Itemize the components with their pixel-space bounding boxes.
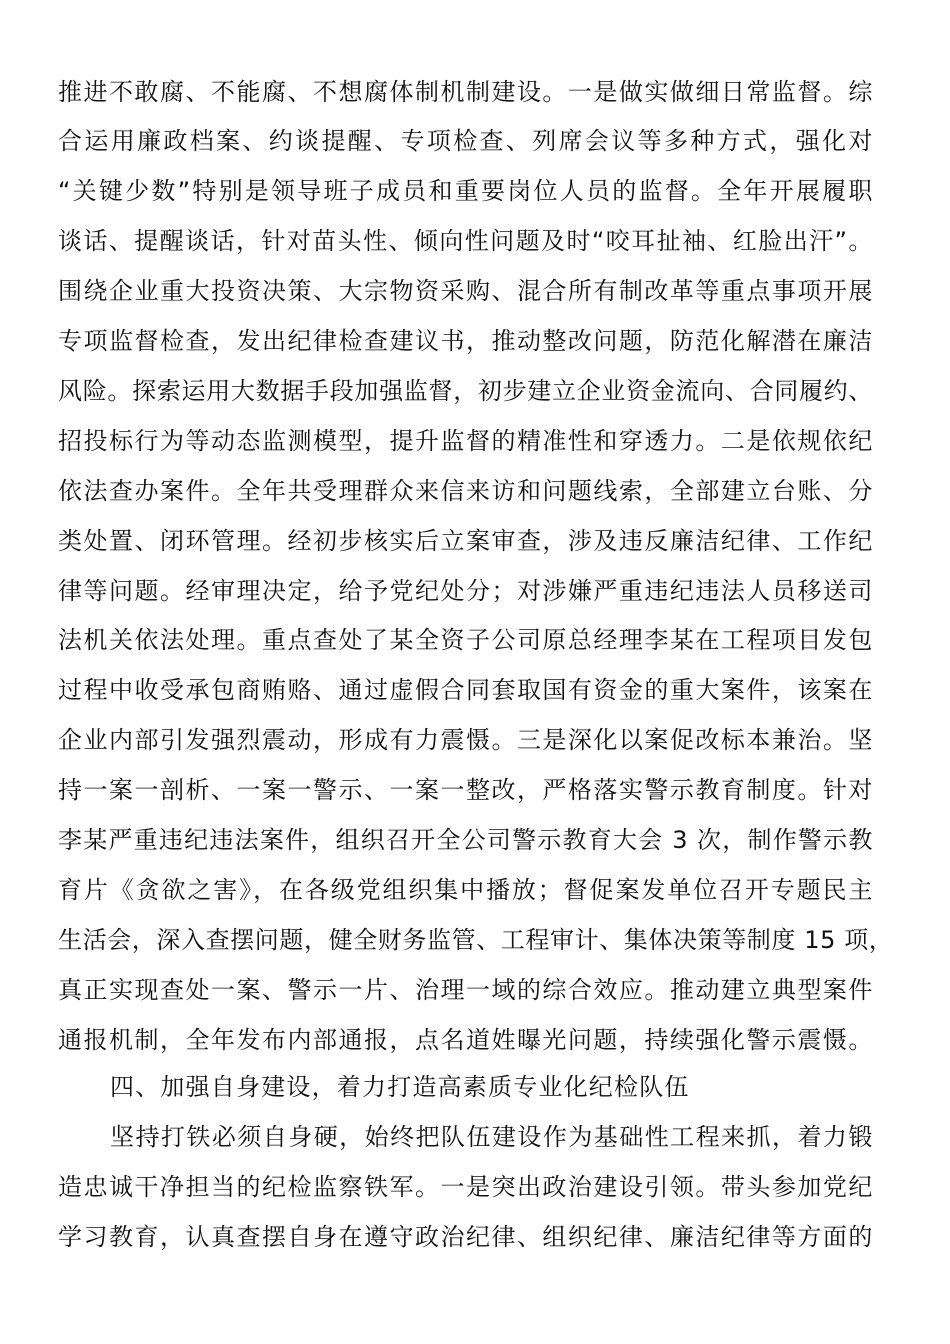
section-heading: 四、加强自身建设，着力打造高素质专业化纪检队伍 [110,1073,690,1101]
paragraph-line: 合运用廉政档案、约谈提醒、专项检查、列席会议等多种方式，强化对 [58,127,873,155]
paragraph-line: 过程中收受承包商贿赂、通过虚假合同套取国有资金的重大案件，该案在 [58,676,873,704]
paragraph-line: 律等问题。经审理决定，给予党纪处分；对涉嫌严重违纪违法人员移送司 [58,577,873,605]
paragraph-line: “关键少数”特别是领导班子成员和重要岗位人员的监督。全年开展履职 [58,177,873,205]
paragraph-line: 谈话、提醒谈话，针对苗头性、倾向性问题及时“咬耳扯袖、红脸出汗”。 [58,227,873,255]
paragraph-line: 企业内部引发强烈震动，形成有力震慑。三是深化以案促改标本兼治。坚 [58,726,873,754]
paragraph-line: 李某严重违纪违法案件，组织召开全公司警示教育大会 3 次，制作警示教 [58,826,873,854]
paragraph-line: 招投标行为等动态监测模型，提升监督的精准性和穿透力。二是依规依纪 [58,427,873,455]
paragraph-line: 学习教育，认真查摆自身在遵守政治纪律、组织纪律、廉洁纪律等方面的 [58,1223,873,1251]
paragraph-line: 法机关依法处理。重点查处了某全资子公司原总经理李某在工程项目发包 [58,626,873,654]
paragraph-line: 围绕企业重大投资决策、大宗物资采购、混合所有制改革等重点事项开展 [58,277,873,305]
paragraph-line: 风险。探索运用大数据手段加强监督，初步建立企业资金流向、合同履约、 [58,377,873,405]
paragraph-line: 推进不敢腐、不能腐、不想腐体制机制建设。一是做实做细日常监督。综 [58,78,873,106]
paragraph-line: 育片《贪欲之害》，在各级党组织集中播放；督促案发单位召开专题民主 [58,876,873,904]
paragraph-line: 类处置、闭环管理。经初步核实后立案审查，涉及违反廉洁纪律、工作纪 [58,527,873,555]
paragraph-line: 专项监督检查，发出纪律检查建议书，推动整改问题，防范化解潜在廉洁 [58,327,873,355]
paragraph-line: 通报机制，全年发布内部通报，点名道姓曝光问题，持续强化警示震慑。 [58,1026,873,1054]
paragraph-line: 持一案一剖析、一案一警示、一案一整改，严格落实警示教育制度。针对 [58,776,873,804]
paragraph-line: 真正实现查处一案、警示一片、治理一域的综合效应。推动建立典型案件 [58,976,873,1004]
paragraph-line: 依法查办案件。全年共受理群众来信来访和问题线索，全部建立台账、分 [58,477,873,505]
paragraph-line: 坚持打铁必须自身硬，始终把队伍建设作为基础性工程来抓，着力锻 [110,1123,873,1151]
paragraph-line: 生活会，深入查摆问题，健全财务监管、工程审计、集体决策等制度 15 项， [58,926,894,954]
paragraph-line: 造忠诚干净担当的纪检监察铁军。一是突出政治建设引领。带头参加党纪 [58,1173,873,1201]
